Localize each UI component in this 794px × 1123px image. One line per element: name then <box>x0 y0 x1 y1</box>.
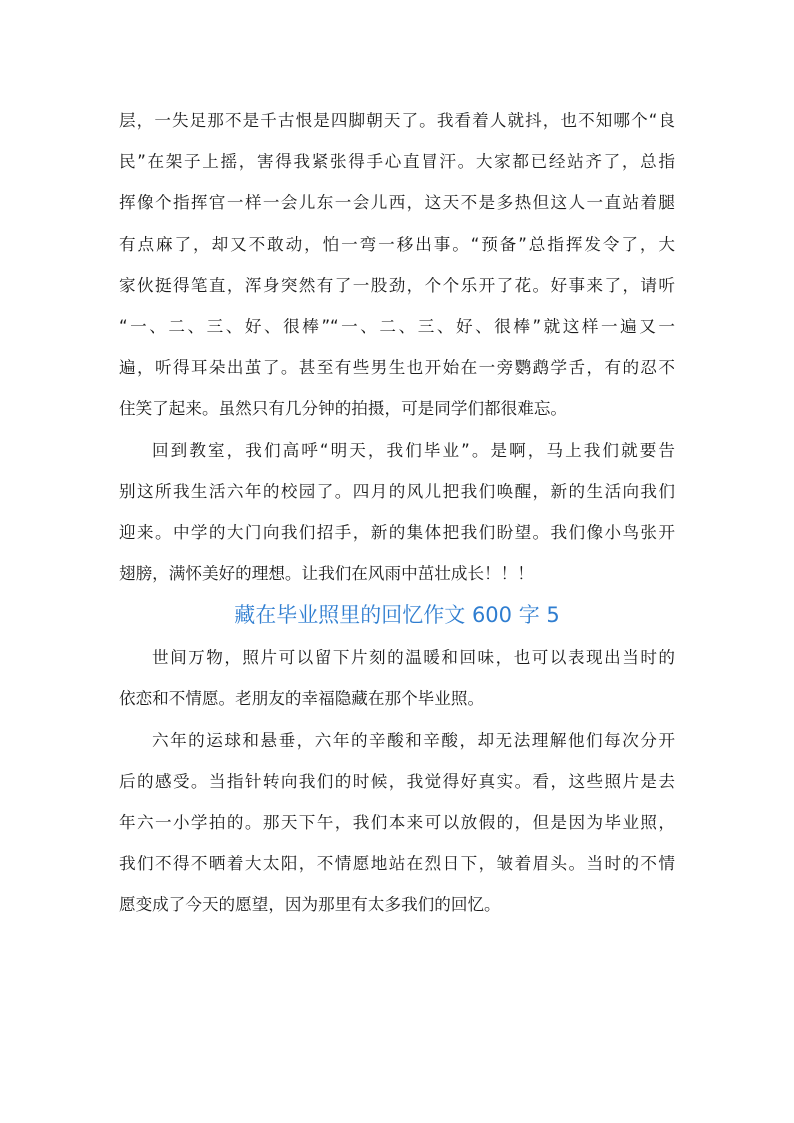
document-page <box>119 100 675 926</box>
paragraph-line: “一、二、三、好、很棒”“一、二、三、好、很棒”就这样一遍又一 <box>119 316 675 336</box>
paragraph-2 <box>119 430 675 595</box>
section-heading: 藏在毕业照里的回忆作文 600 字 5 <box>234 603 560 628</box>
paragraph-line: 迎来。中学的大门向我们招手，新的集体把我们盼望。我们像小鸟张开 <box>119 522 675 542</box>
paragraph-line: 年六一小学拍的。那天下午，我们本来可以放假的，但是因为毕业照， <box>119 813 675 832</box>
paragraph-4 <box>119 720 675 926</box>
paragraph-line: 家伙挺得笔直，浑身突然有了一股劲，个个乐开了花。好事来了，请听 <box>119 275 675 295</box>
paragraph-1 <box>119 100 675 430</box>
paragraph-line: 后的感受。当指针转向我们的时候，我觉得好真实。看，这些照片是去 <box>119 771 675 791</box>
paragraph-line: 翅膀，满怀美好的理想。让我们在风雨中茁壮成长！！！ <box>119 564 534 584</box>
paragraph-line: 我们不得不晒着大太阳，不情愿地站在烈日下，皱着眉头。当时的不情 <box>119 854 675 874</box>
paragraph-line: 世间万物，照片可以留下片刻的温暖和回味，也可以表现出当时的 <box>152 648 675 668</box>
paragraph-line: 遍，听得耳朵出茧了。甚至有些男生也开始在一旁鹦鹉学舌，有的忍不 <box>119 358 675 378</box>
paragraph-line: 依恋和不情愿。老朋友的幸福隐藏在那个毕业照。 <box>119 689 485 709</box>
paragraph-line: 民”在架子上摇，害得我紧张得手心直冒汗。大家都已经站齐了，总指 <box>119 152 675 172</box>
paragraph-line: 有点麻了，却又不敢动，怕一弯一移出事。“预备”总指挥发令了，大 <box>119 234 675 254</box>
paragraph-line: 愿变成了今天的愿望，因为那里有太多我们的回忆。 <box>119 895 501 915</box>
paragraph-line: 回到教室，我们高呼“明天，我们毕业”。是啊，马上我们就要告 <box>152 440 675 460</box>
paragraph-line: 六年的运球和悬垂，六年的辛酸和辛酸，却无法理解他们每次分开 <box>152 730 675 750</box>
paragraph-line: 别这所我生活六年的校园了。四月的风儿把我们唤醒，新的生活向我们 <box>119 481 675 501</box>
paragraph-line: 层，一失足那不是千古恨是四脚朝天了。我看着人就抖，也不知哪个“良 <box>119 111 675 130</box>
paragraph-line: 住笑了起来。虽然只有几分钟的拍摄，可是同学们都很难忘。 <box>119 399 568 419</box>
paragraph-3 <box>119 637 675 719</box>
paragraph-line: 挥像个指挥官一样一会儿东一会儿西，这天不是多热但这人一直站着腿 <box>119 193 675 213</box>
